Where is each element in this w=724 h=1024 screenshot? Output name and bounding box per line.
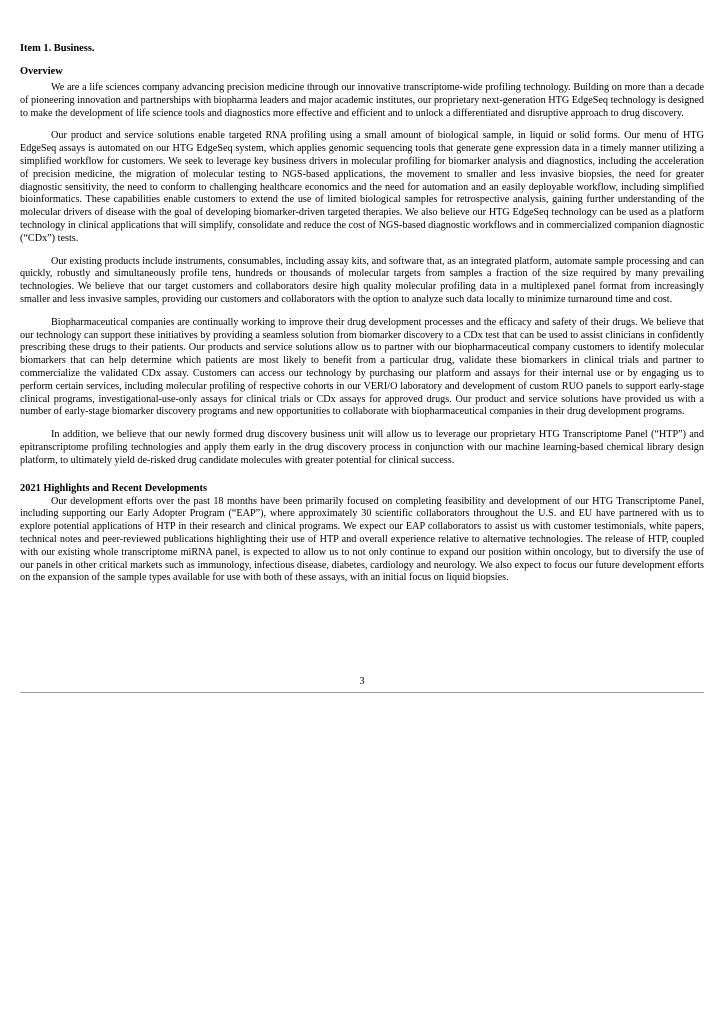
overview-paragraph-4: Biopharmaceutical companies are continually working to improve their drug development processes and the efficacy and safety of their drugs. We believe that our technology can support these initiatives by providing a seamless solution from biomarker discovery to a CDx test that can be used to assist clinicians in confidently prescribing these drugs to their patients. Our products and service solutions allow us to partner with our biopharmaceutical company customers to identify molecular biomarkers that can help determine which patients are most likely to benefit from a particular drug, validate these biomarkers in clinical trials and partner to commercialize the validated CDx assay. Customers can access our technology by purchasing our platform and assays for their internal use or by engaging us to perform certain services, including molecular profiling of respective cohorts in our VERI/O laboratory and development of custom RUO panels to support early-stage clinical programs, investigational-use-only assays for clinical trials or CDx assays for approved drugs. Our product and service solutions have provided us with a number of early-stage biomarker discovery programs and new opportunities to collaborate with biopharmaceutical companies in their drug development programs. — [20, 316, 704, 418]
highlights-paragraph: Our development efforts over the past 18 months have been primarily focused on completing feasibility and development of our HTG Transcriptome Panel, including supporting our Early Adopter Program (“EAP”), where approximately 30 scientific collaborators throughout the U.S. and EU have partnered with us to explore potential applications of HTP in their research and clinical programs. We expect our EAP collaborators to assist us with customer testimonials, white papers, technical notes and peer-reviewed publications highlighting their use of HTP and overall experience relative to alternative technologies. The release of HTP, coupled with our existing whole transcriptome miRNA panel, is expected to allow us to not only continue to expand our position within oncology, but to diversify the use of our panels in other critical markets such as immunology, infectious disease, diabetes, cardiology and neurology. We also expect to focus our future development efforts on the expansion of the sample types available for use with both of these assays, with an initial focus on liquid biopsies. — [20, 495, 704, 584]
overview-paragraph-3: Our existing products include instruments, consumables, including assay kits, and software that, as an integrated platform, automate sample processing and can quickly, robustly and simultaneously profile tens, hundreds or thousands of molecular targets from samples a fraction of the size required by many prevailing technologies. We believe that our target customers and collaborators desire high quality molecular profiling data in a multiplexed panel format from increasingly smaller and less invasive samples, providing our customers and collaborators with the option to analyze such data locally to minimize turnaround time and cost. — [20, 255, 704, 305]
overview-paragraph-2: Our product and service solutions enable targeted RNA profiling using a small amount of biological sample, in liquid or solid forms. Our menu of HTG EdgeSeq assays is automated on our HTG EdgeSeq system, which applies genomic sequencing tools that generate gene expression data in a timely manner utilizing a simplified workflow for customers. We seek to leverage key business drivers in molecular profiling for biomarker analysis and diagnostics, including the acceleration of precision medicine, the migration of molecular testing to NGS-based applications, the movement to smaller and less invasive biopsies, the need for greater diagnostic sensitivity, the need to conform to challenging healthcare economics and the need for automation and an easily deployable workflow, including simplified bioinformatics. These capabilities enable customers to extend the use of limited biological samples for retrospective analysis, gaining further understanding of the molecular drivers of disease with the goal of developing biomarker-driven targeted therapies. We also believe our HTG EdgeSeq technology can be used as a platform technology in clinical applications that will simplify, consolidate and reduce the cost of NGS-based diagnostic workflows and in commercialized companion diagnostic (“CDx”) tests. — [20, 130, 704, 244]
overview-heading: Overview — [20, 66, 63, 77]
page-divider — [20, 692, 704, 693]
overview-paragraph-1: We are a life sciences company advancing precision medicine through our innovative transcriptome-wide profiling technology. Building on more than a decade of pioneering innovation and partnerships with biopharma leaders and major academic institutes, our proprietary next-generation HTG EdgeSeq technology is designed to make the development of life science tools and diagnostics more effective and efficient and to unlock a differentiated and disruptive approach to drug discovery. — [20, 82, 704, 119]
page-number: 3 — [359, 676, 365, 687]
document-page — [20, 36, 704, 585]
highlights-heading: 2021 Highlights and Recent Developments — [20, 482, 208, 494]
item-heading: Item 1. Business. — [20, 43, 95, 54]
overview-paragraph-5: In addition, we believe that our newly formed drug discovery business unit will allow us to leverage our proprietary HTG Transcriptome Panel (“HTP”) and epitranscriptome profiling technologies and apply them early in the drug discovery process in conjunction with our machine learning-based chemical library design platform, to ultimately yield de-risked drug candidate molecules with greater potential for clinical success. — [20, 429, 704, 466]
